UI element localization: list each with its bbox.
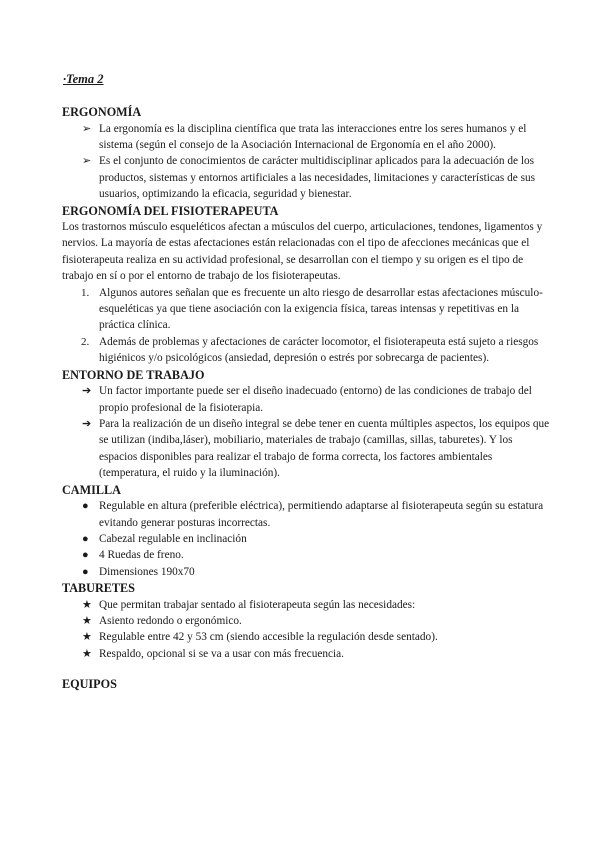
- dot-bullet-icon: ●: [82, 549, 89, 562]
- list-item: ➢ La ergonomía es la disciplina científica que trata las interacciones entre los seres humanos y el sistema (según el consejo de la Asociación Internacional de Ergonomía en el año 2000).: [82, 122, 527, 151]
- entorno-list: [62, 383, 552, 481]
- star-bullet-icon: ★: [82, 647, 92, 660]
- list-item: ➔ Para la realización de un diseño integral se debe tener en cuenta múltiples aspectos, los equipos que se utilizan (indiba,láser), mobiliario, materiales de trabajo (camillas, sillas, taburetes). Y los espacios disponibles para realizar el trabajo de forma correcta, los factores ambientales (temperatura, el ruido y la iluminación).: [82, 418, 550, 480]
- arrow-bullet-icon: ➔: [82, 385, 92, 398]
- list-item: ★ Respaldo, opcional si se va a usar con más frecuencia.: [62, 646, 552, 662]
- list-item: ➔ Un factor importante puede ser el diseño inadecuado (entorno) de las condiciones de trabajo del propio profesional de la fisioterapia.: [82, 385, 532, 414]
- paragraph-fisioterapeuta: Los trastornos músculo esqueléticos afectan a músculos del cuerpo, articulaciones, tendones, ligamentos y nervios. La mayoría de estas afectaciones están relacionadas con el tipo de afecciones mecánicas que el fisioterapeuta realiza en su actividad profesional, se desarrollan con el tiempo y su origen es el tipo de trabajo en sí o por el entorno de trabajo de los fisioterapeutas.: [62, 221, 543, 283]
- list-item: 2. Además de problemas y afectaciones de carácter locomotor, el fisioterapeuta está sujeto a riesgos higiénicos y/o psicológicos (ansiedad, depresión o estrés por sobrecarga de pacientes).: [81, 335, 539, 365]
- section-title-camilla: CAMILLA: [62, 482, 121, 497]
- dot-bullet-icon: ●: [82, 500, 89, 513]
- list-item: ★ Regulable entre 42 y 53 cm (siendo accesible la regulación desde sentado).: [62, 629, 552, 645]
- arrowhead-bullet-icon: ➢: [82, 122, 92, 135]
- section-title-ergonomia: ERGONOMÍA: [62, 105, 142, 119]
- section-title-equipos: EQUIPOS: [62, 677, 117, 692]
- taburetes-list: [62, 597, 552, 663]
- theme-heading: ·Tema 2: [63, 72, 104, 86]
- list-item: ● Dimensiones 190x70: [62, 564, 552, 580]
- star-bullet-icon: ★: [82, 631, 92, 644]
- section-title-entorno: ENTORNO DE TRABAJO: [62, 367, 205, 382]
- list-item: ★ Que permitan trabajar sentado al fisioterapeuta según las necesidades:: [62, 597, 552, 613]
- list-item: ● Regulable en altura (preferible eléctrica), permitiendo adaptarse al fisioterapeuta según su estatura evitando generar posturas incorrectas.: [82, 500, 544, 529]
- list-number: 1.: [81, 286, 90, 299]
- list-item: ● Cabezal regulable en inclinación: [62, 531, 552, 547]
- section-title-fisioterapeuta: ERGONOMÍA DEL FISIOTERAPEUTA: [62, 203, 279, 218]
- list-item: ● 4 Ruedas de freno.: [62, 547, 552, 563]
- arrow-bullet-icon: ➔: [82, 418, 92, 430]
- dot-bullet-icon: ●: [82, 532, 89, 545]
- list-item: 1. Algunos autores señalan que es frecuente un alto riesgo de desarrollar estas afectaciones músculo-esqueléticas ya que tiene asociación con la exigencia física, tareas intensas y repetitivas en la práctica clínica.: [81, 286, 543, 332]
- camilla-list: [62, 498, 552, 580]
- document-body: [62, 104, 552, 693]
- star-bullet-icon: ★: [82, 598, 92, 611]
- dot-bullet-icon: ●: [82, 565, 89, 578]
- list-number: 2.: [81, 335, 90, 348]
- section-title-taburetes: TABURETES: [62, 581, 135, 596]
- fisio-numbered-list: [62, 285, 552, 367]
- star-bullet-icon: ★: [82, 615, 92, 628]
- list-item: ★ Asiento redondo o ergonómico.: [62, 613, 552, 629]
- ergonomia-list: [62, 121, 552, 203]
- arrowhead-bullet-icon: ➢: [82, 155, 92, 168]
- list-item: ➢ Es el conjunto de conocimientos de carácter multidisciplinar aplicados para la adecuación de los productos, sistemas y entornos artificiales a las necesidades, limitaciones y características de sus usuarios, optimizando la eficacia, seguridad y bienestar.: [82, 155, 536, 201]
